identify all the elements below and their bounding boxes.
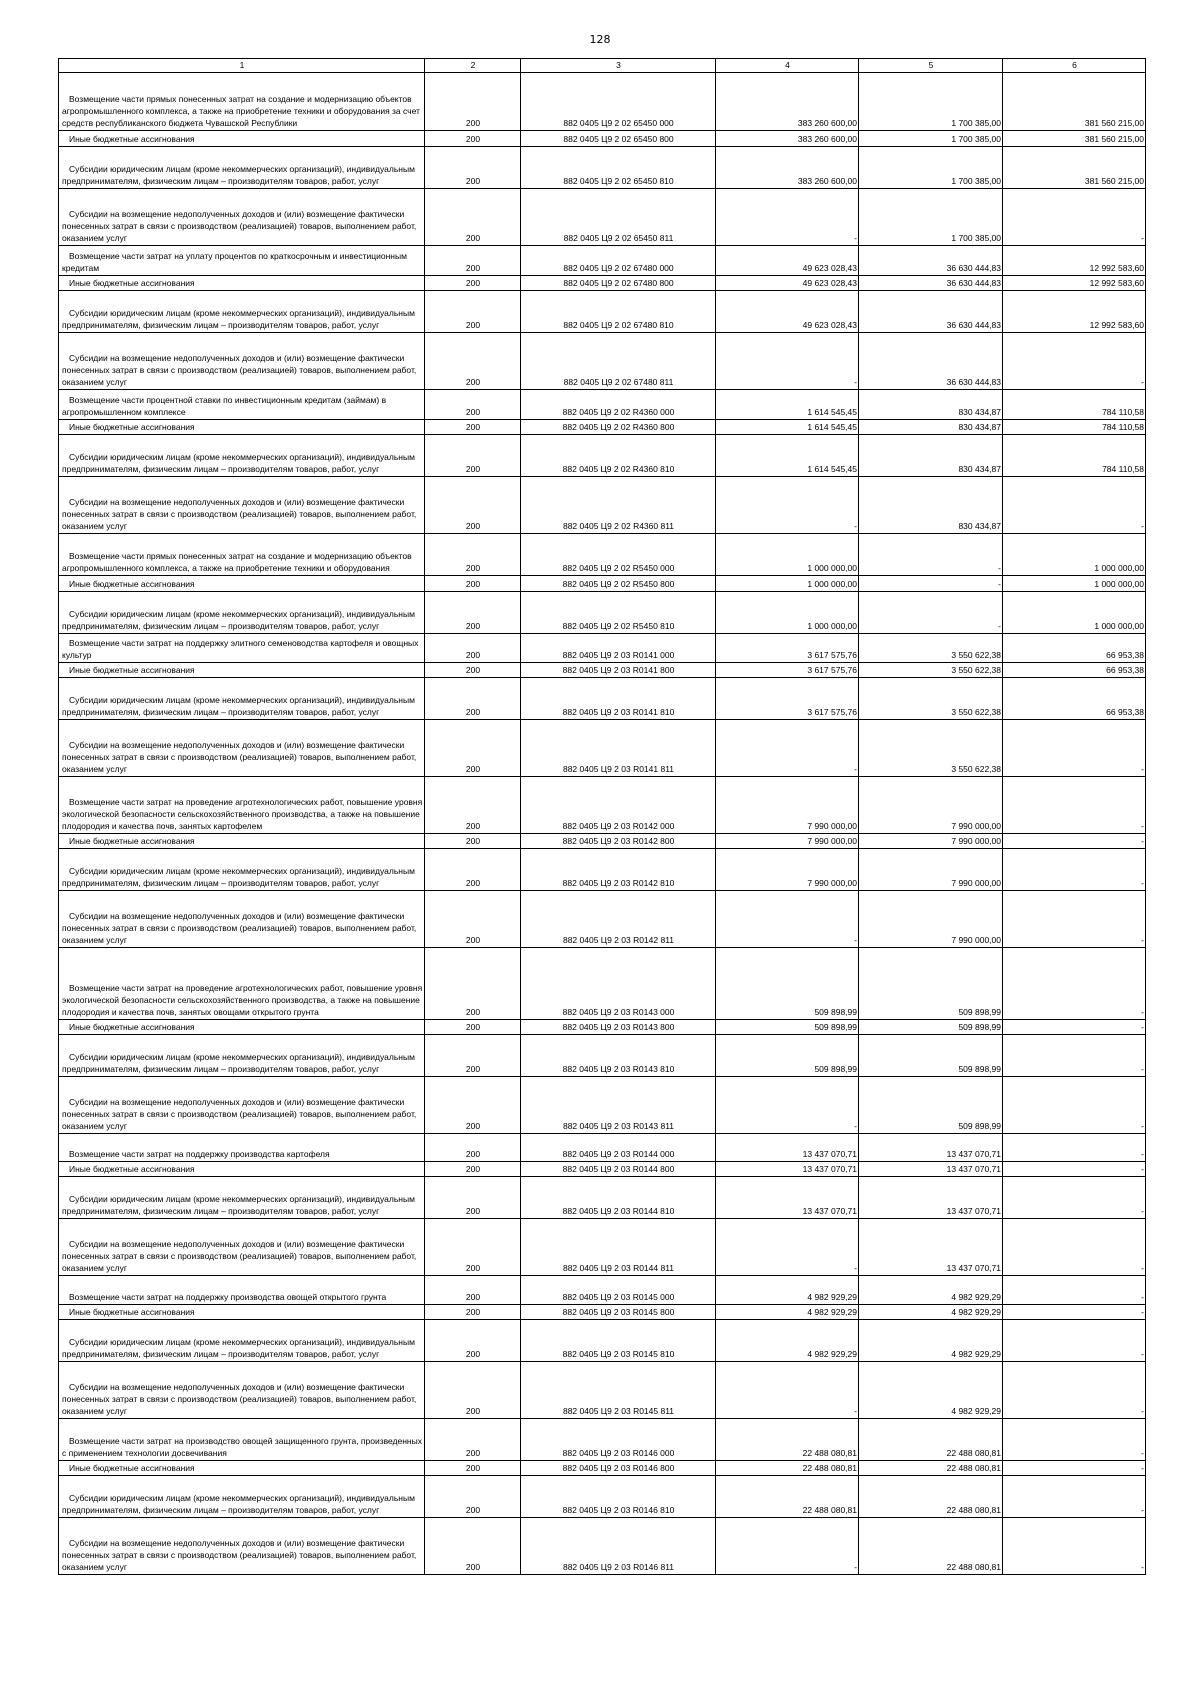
row-value-col4: 49 623 028,43 <box>716 291 859 333</box>
table-row <box>59 1077 1146 1134</box>
row-name-cell: Иные бюджетные ассигнования <box>59 663 425 678</box>
row-value-col5: 830 434,87 <box>859 435 1003 477</box>
row-value-col6: - <box>1003 1077 1146 1134</box>
row-value-col5: - <box>859 576 1003 592</box>
table-row <box>59 534 1146 576</box>
table-row <box>59 576 1146 592</box>
row-name-cell: Субсидии на возмещение недополученных доходов и (или) возмещение фактически понесенных затрат в связи с производством (реализацией) товаров, выполнением работ, оказанием услуг <box>59 891 425 948</box>
row-value-col6: 12 992 583,60 <box>1003 246 1146 276</box>
row-value-col6: - <box>1003 1518 1146 1575</box>
row-value-col6: 12 992 583,60 <box>1003 276 1146 291</box>
table-row <box>59 1162 1146 1177</box>
row-name-cell: Субсидии юридическим лицам (кроме некоммерческих организаций), индивидуальным предпринимателям, физическим лицам – производителям товаров, работ, услуг <box>59 147 425 189</box>
row-name-cell: Возмещение части затрат на поддержку производства картофеля <box>59 1134 425 1162</box>
row-code-cell: 200 <box>425 576 521 592</box>
table-row <box>59 435 1146 477</box>
table-row <box>59 634 1146 663</box>
row-csr-cell: 882 0405 Ц9 2 03 R0141 800 <box>521 663 716 678</box>
row-csr-cell: 882 0405 Ц9 2 02 67480 800 <box>521 276 716 291</box>
row-csr-cell: 882 0405 Ц9 2 02 R5450 800 <box>521 576 716 592</box>
row-csr-cell: 882 0405 Ц9 2 02 R4360 800 <box>521 420 716 435</box>
row-csr-cell: 882 0405 Ц9 2 03 R0145 810 <box>521 1320 716 1362</box>
row-value-col5: 830 434,87 <box>859 390 1003 420</box>
row-code-cell: 200 <box>425 948 521 1020</box>
table-row <box>59 291 1146 333</box>
table-body <box>59 73 1146 1575</box>
row-code-cell: 200 <box>425 592 521 634</box>
row-value-col4: 1 000 000,00 <box>716 534 859 576</box>
table-row <box>59 678 1146 720</box>
row-name-cell: Возмещение части затрат на проведение агротехнологических работ, повышение уровня экологической безопасности сельскохозяйственного производства, а также на повышение плодородия и качества почв, занятых картофелем <box>59 777 425 834</box>
row-value-col4: - <box>716 333 859 390</box>
row-value-col5: 509 898,99 <box>859 948 1003 1020</box>
row-name-cell: Иные бюджетные ассигнования <box>59 1162 425 1177</box>
row-code-cell: 200 <box>425 1162 521 1177</box>
row-csr-cell: 882 0405 Ц9 2 03 R0144 000 <box>521 1134 716 1162</box>
row-value-col6: - <box>1003 1177 1146 1219</box>
row-code-cell: 200 <box>425 678 521 720</box>
row-value-col6: 784 110,58 <box>1003 390 1146 420</box>
row-csr-cell: 882 0405 Ц9 2 03 R0142 000 <box>521 777 716 834</box>
row-code-cell: 200 <box>425 634 521 663</box>
row-value-col5: 509 898,99 <box>859 1077 1003 1134</box>
row-csr-cell: 882 0405 Ц9 2 03 R0145 800 <box>521 1305 716 1320</box>
column-number-row <box>59 59 1146 73</box>
row-value-col6: 66 953,38 <box>1003 634 1146 663</box>
table-row <box>59 1134 1146 1162</box>
row-value-col6: 66 953,38 <box>1003 678 1146 720</box>
row-name-cell: Возмещение части затрат на поддержку производства овощей открытого грунта <box>59 1276 425 1305</box>
table-row <box>59 1476 1146 1518</box>
row-code-cell: 200 <box>425 1134 521 1162</box>
row-value-col4: 13 437 070,71 <box>716 1134 859 1162</box>
row-value-col5: 4 982 929,29 <box>859 1362 1003 1419</box>
row-csr-cell: 882 0405 Ц9 2 03 R0141 000 <box>521 634 716 663</box>
row-name-cell: Иные бюджетные ассигнования <box>59 1461 425 1476</box>
row-value-col6: - <box>1003 834 1146 849</box>
row-value-col4: 49 623 028,43 <box>716 246 859 276</box>
row-value-col5: - <box>859 592 1003 634</box>
row-csr-cell: 882 0405 Ц9 2 03 R0146 811 <box>521 1518 716 1575</box>
row-value-col6: - <box>1003 1134 1146 1162</box>
row-value-col4: 4 982 929,29 <box>716 1305 859 1320</box>
row-code-cell: 200 <box>425 147 521 189</box>
row-value-col5: 7 990 000,00 <box>859 777 1003 834</box>
row-value-col6: - <box>1003 948 1146 1020</box>
row-value-col6: - <box>1003 1320 1146 1362</box>
table-row <box>59 663 1146 678</box>
row-value-col5: 1 700 385,00 <box>859 131 1003 147</box>
row-value-col6: 381 560 215,00 <box>1003 73 1146 131</box>
row-value-col5: 1 700 385,00 <box>859 147 1003 189</box>
row-code-cell: 200 <box>425 777 521 834</box>
row-name-cell: Иные бюджетные ассигнования <box>59 576 425 592</box>
row-name-cell: Субсидии на возмещение недополученных доходов и (или) возмещение фактически понесенных затрат в связи с производством (реализацией) товаров, выполнением работ, оказанием услуг <box>59 333 425 390</box>
row-value-col4: 4 982 929,29 <box>716 1276 859 1305</box>
row-code-cell: 200 <box>425 1320 521 1362</box>
row-value-col5: 3 550 622,38 <box>859 663 1003 678</box>
table-row <box>59 1219 1146 1276</box>
table-row <box>59 1035 1146 1077</box>
row-name-cell: Субсидии юридическим лицам (кроме некоммерческих организаций), индивидуальным предпринимателям, физическим лицам – производителям товаров, работ, услуг <box>59 1476 425 1518</box>
row-value-col4: 1 000 000,00 <box>716 592 859 634</box>
table-row <box>59 720 1146 777</box>
row-code-cell: 200 <box>425 390 521 420</box>
row-value-col5: 830 434,87 <box>859 420 1003 435</box>
row-code-cell: 200 <box>425 291 521 333</box>
row-value-col4: 22 488 080,81 <box>716 1461 859 1476</box>
row-value-col4: 1 614 545,45 <box>716 420 859 435</box>
row-value-col6: - <box>1003 1419 1146 1461</box>
row-value-col4: - <box>716 720 859 777</box>
row-value-col5: 22 488 080,81 <box>859 1461 1003 1476</box>
row-name-cell: Возмещение части затрат на проведение агротехнологических работ, повышение уровня экологической безопасности сельскохозяйственного производства, а также на повышение плодородия и качества почв, занятых овощами открытого грунта <box>59 948 425 1020</box>
row-code-cell: 200 <box>425 333 521 390</box>
row-csr-cell: 882 0405 Ц9 2 03 R0146 810 <box>521 1476 716 1518</box>
row-value-col6: - <box>1003 189 1146 246</box>
row-value-col4: 383 260 600,00 <box>716 147 859 189</box>
row-value-col5: - <box>859 534 1003 576</box>
row-value-col4: 7 990 000,00 <box>716 849 859 891</box>
row-value-col5: 22 488 080,81 <box>859 1518 1003 1575</box>
row-code-cell: 200 <box>425 131 521 147</box>
column-header: 5 <box>859 59 1003 73</box>
row-value-col5: 4 982 929,29 <box>859 1320 1003 1362</box>
row-value-col6: - <box>1003 1276 1146 1305</box>
table-row <box>59 1177 1146 1219</box>
row-code-cell: 200 <box>425 1035 521 1077</box>
row-code-cell: 200 <box>425 477 521 534</box>
row-value-col6: - <box>1003 891 1146 948</box>
row-value-col5: 13 437 070,71 <box>859 1219 1003 1276</box>
row-value-col5: 7 990 000,00 <box>859 834 1003 849</box>
row-csr-cell: 882 0405 Ц9 2 03 R0142 811 <box>521 891 716 948</box>
row-value-col4: 383 260 600,00 <box>716 131 859 147</box>
row-name-cell: Возмещение части затрат на производство овощей защищенного грунта, произведенных с применением технологии досвечивания <box>59 1419 425 1461</box>
column-header: 6 <box>1003 59 1146 73</box>
page-number: 128 <box>589 33 611 46</box>
row-code-cell: 200 <box>425 1305 521 1320</box>
row-code-cell: 200 <box>425 276 521 291</box>
row-csr-cell: 882 0405 Ц9 2 03 R0146 800 <box>521 1461 716 1476</box>
row-name-cell: Субсидии юридическим лицам (кроме некоммерческих организаций), индивидуальным предпринимателям, физическим лицам – производителям товаров, работ, услуг <box>59 849 425 891</box>
row-code-cell: 200 <box>425 420 521 435</box>
row-value-col5: 3 550 622,38 <box>859 720 1003 777</box>
table-row <box>59 1461 1146 1476</box>
row-csr-cell: 882 0405 Ц9 2 03 R0144 811 <box>521 1219 716 1276</box>
row-value-col5: 4 982 929,29 <box>859 1305 1003 1320</box>
row-value-col6: - <box>1003 1461 1146 1476</box>
row-code-cell: 200 <box>425 1077 521 1134</box>
row-name-cell: Иные бюджетные ассигнования <box>59 276 425 291</box>
column-header: 4 <box>716 59 859 73</box>
row-value-col6: - <box>1003 1305 1146 1320</box>
table-row <box>59 1419 1146 1461</box>
table-row <box>59 1518 1146 1575</box>
row-value-col6: - <box>1003 1219 1146 1276</box>
row-value-col6: - <box>1003 1162 1146 1177</box>
table-row <box>59 948 1146 1020</box>
row-csr-cell: 882 0405 Ц9 2 03 R0143 800 <box>521 1020 716 1035</box>
table-row <box>59 1305 1146 1320</box>
row-value-col4: 13 437 070,71 <box>716 1162 859 1177</box>
row-code-cell: 200 <box>425 1177 521 1219</box>
row-name-cell: Возмещение части прямых понесенных затрат на создание и модернизацию объектов агропромышленного комплекса, а также на приобретение техники и оборудования <box>59 534 425 576</box>
row-value-col4: 7 990 000,00 <box>716 834 859 849</box>
row-value-col6: - <box>1003 477 1146 534</box>
table-row <box>59 891 1146 948</box>
row-value-col6: 784 110,58 <box>1003 420 1146 435</box>
row-csr-cell: 882 0405 Ц9 2 03 R0143 810 <box>521 1035 716 1077</box>
table-row <box>59 131 1146 147</box>
row-name-cell: Субсидии на возмещение недополученных доходов и (или) возмещение фактически понесенных затрат в связи с производством (реализацией) товаров, выполнением работ, оказанием услуг <box>59 1219 425 1276</box>
row-value-col4: 3 617 575,76 <box>716 678 859 720</box>
table-row <box>59 1362 1146 1419</box>
row-code-cell: 200 <box>425 189 521 246</box>
row-csr-cell: 882 0405 Ц9 2 02 R4360 810 <box>521 435 716 477</box>
table-row <box>59 777 1146 834</box>
row-code-cell: 200 <box>425 435 521 477</box>
row-name-cell: Возмещение части затрат на поддержку элитного семеноводства картофеля и овощных культур <box>59 634 425 663</box>
row-value-col4: 22 488 080,81 <box>716 1419 859 1461</box>
row-code-cell: 200 <box>425 849 521 891</box>
row-code-cell: 200 <box>425 534 521 576</box>
row-csr-cell: 882 0405 Ц9 2 03 R0144 810 <box>521 1177 716 1219</box>
row-csr-cell: 882 0405 Ц9 2 02 67480 811 <box>521 333 716 390</box>
row-name-cell: Иные бюджетные ассигнования <box>59 834 425 849</box>
table-row <box>59 1320 1146 1362</box>
row-code-cell: 200 <box>425 720 521 777</box>
table-row <box>59 1020 1146 1035</box>
row-name-cell: Субсидии юридическим лицам (кроме некоммерческих организаций), индивидуальным предпринимателям, физическим лицам – производителям товаров, работ, услуг <box>59 592 425 634</box>
row-value-col4: - <box>716 1219 859 1276</box>
row-code-cell: 200 <box>425 891 521 948</box>
row-code-cell: 200 <box>425 1518 521 1575</box>
row-value-col4: - <box>716 1362 859 1419</box>
row-code-cell: 200 <box>425 1419 521 1461</box>
row-value-col5: 36 630 444,83 <box>859 333 1003 390</box>
row-value-col4: 3 617 575,76 <box>716 663 859 678</box>
row-value-col4: - <box>716 1518 859 1575</box>
row-value-col6: 381 560 215,00 <box>1003 131 1146 147</box>
row-code-cell: 200 <box>425 1362 521 1419</box>
row-value-col6: - <box>1003 333 1146 390</box>
table-row <box>59 333 1146 390</box>
row-csr-cell: 882 0405 Ц9 2 02 65450 800 <box>521 131 716 147</box>
table-row <box>59 73 1146 131</box>
row-value-col4: 1 000 000,00 <box>716 576 859 592</box>
row-name-cell: Субсидии юридическим лицам (кроме некоммерческих организаций), индивидуальным предпринимателям, физическим лицам – производителям товаров, работ, услуг <box>59 1035 425 1077</box>
row-value-col6: - <box>1003 1476 1146 1518</box>
table-row <box>59 390 1146 420</box>
row-csr-cell: 882 0405 Ц9 2 03 R0143 811 <box>521 1077 716 1134</box>
row-name-cell: Субсидии на возмещение недополученных доходов и (или) возмещение фактически понесенных затрат в связи с производством (реализацией) товаров, выполнением работ, оказанием услуг <box>59 1518 425 1575</box>
row-name-cell: Субсидии на возмещение недополученных доходов и (или) возмещение фактически понесенных затрат в связи с производством (реализацией) товаров, выполнением работ, оказанием услуг <box>59 1362 425 1419</box>
row-value-col5: 7 990 000,00 <box>859 849 1003 891</box>
row-value-col5: 22 488 080,81 <box>859 1419 1003 1461</box>
table-row <box>59 246 1146 276</box>
column-header: 1 <box>59 59 425 73</box>
row-code-cell: 200 <box>425 1476 521 1518</box>
row-name-cell: Субсидии юридическим лицам (кроме некоммерческих организаций), индивидуальным предпринимателям, физическим лицам – производителям товаров, работ, услуг <box>59 435 425 477</box>
row-name-cell: Субсидии юридическим лицам (кроме некоммерческих организаций), индивидуальным предпринимателям, физическим лицам – производителям товаров, работ, услуг <box>59 1177 425 1219</box>
row-csr-cell: 882 0405 Ц9 2 02 67480 810 <box>521 291 716 333</box>
row-csr-cell: 882 0405 Ц9 2 02 65450 811 <box>521 189 716 246</box>
row-name-cell: Субсидии на возмещение недополученных доходов и (или) возмещение фактически понесенных затрат в связи с производством (реализацией) товаров, выполнением работ, оказанием услуг <box>59 189 425 246</box>
row-name-cell: Иные бюджетные ассигнования <box>59 420 425 435</box>
row-value-col5: 509 898,99 <box>859 1020 1003 1035</box>
row-value-col6: - <box>1003 1035 1146 1077</box>
row-code-cell: 200 <box>425 1219 521 1276</box>
row-value-col4: - <box>716 189 859 246</box>
row-value-col4: - <box>716 891 859 948</box>
row-name-cell: Субсидии на возмещение недополученных доходов и (или) возмещение фактически понесенных затрат в связи с производством (реализацией) товаров, выполнением работ, оказанием услуг <box>59 720 425 777</box>
row-name-cell: Субсидии юридическим лицам (кроме некоммерческих организаций), индивидуальным предпринимателям, физическим лицам – производителям товаров, работ, услуг <box>59 291 425 333</box>
row-value-col4: 49 623 028,43 <box>716 276 859 291</box>
row-code-cell: 200 <box>425 1276 521 1305</box>
row-name-cell: Иные бюджетные ассигнования <box>59 1020 425 1035</box>
row-value-col6: - <box>1003 777 1146 834</box>
row-value-col5: 36 630 444,83 <box>859 246 1003 276</box>
row-csr-cell: 882 0405 Ц9 2 03 R0141 811 <box>521 720 716 777</box>
table-row <box>59 1276 1146 1305</box>
row-value-col4: 1 614 545,45 <box>716 390 859 420</box>
row-csr-cell: 882 0405 Ц9 2 03 R0143 000 <box>521 948 716 1020</box>
row-csr-cell: 882 0405 Ц9 2 02 R5450 000 <box>521 534 716 576</box>
row-name-cell: Иные бюджетные ассигнования <box>59 131 425 147</box>
row-code-cell: 200 <box>425 1020 521 1035</box>
row-value-col4: 13 437 070,71 <box>716 1177 859 1219</box>
column-header: 3 <box>521 59 716 73</box>
table-row <box>59 477 1146 534</box>
row-value-col5: 13 437 070,71 <box>859 1162 1003 1177</box>
row-csr-cell: 882 0405 Ц9 2 03 R0144 800 <box>521 1162 716 1177</box>
row-name-cell: Возмещение части затрат на уплату процентов по краткосрочным и инвестиционным кредитам <box>59 246 425 276</box>
column-header: 2 <box>425 59 521 73</box>
row-code-cell: 200 <box>425 663 521 678</box>
row-name-cell: Субсидии юридическим лицам (кроме некоммерческих организаций), индивидуальным предпринимателям, физическим лицам – производителям товаров, работ, услуг <box>59 1320 425 1362</box>
row-name-cell: Субсидии на возмещение недополученных доходов и (или) возмещение фактически понесенных затрат в связи с производством (реализацией) товаров, выполнением работ, оказанием услуг <box>59 477 425 534</box>
row-value-col5: 4 982 929,29 <box>859 1276 1003 1305</box>
row-code-cell: 200 <box>425 834 521 849</box>
row-csr-cell: 882 0405 Ц9 2 03 R0145 000 <box>521 1276 716 1305</box>
row-csr-cell: 882 0405 Ц9 2 02 65450 810 <box>521 147 716 189</box>
row-csr-cell: 882 0405 Ц9 2 02 65450 000 <box>521 73 716 131</box>
row-value-col5: 13 437 070,71 <box>859 1177 1003 1219</box>
row-value-col4: 4 982 929,29 <box>716 1320 859 1362</box>
table-row <box>59 420 1146 435</box>
table-row <box>59 276 1146 291</box>
row-csr-cell: 882 0405 Ц9 2 02 R4360 811 <box>521 477 716 534</box>
row-name-cell: Субсидии юридическим лицам (кроме некоммерческих организаций), индивидуальным предпринимателям, физическим лицам – производителям товаров, работ, услуг <box>59 678 425 720</box>
row-name-cell: Иные бюджетные ассигнования <box>59 1305 425 1320</box>
row-name-cell: Возмещение части прямых понесенных затрат на создание и модернизацию объектов агропромышленного комплекса, а также на приобретение техники и оборудования за счет средств республиканского бюджета Чувашской Республики <box>59 73 425 131</box>
row-value-col4: 509 898,99 <box>716 948 859 1020</box>
row-value-col5: 36 630 444,83 <box>859 291 1003 333</box>
row-value-col4: 509 898,99 <box>716 1020 859 1035</box>
row-value-col6: 66 953,38 <box>1003 663 1146 678</box>
row-value-col5: 1 700 385,00 <box>859 189 1003 246</box>
table-row <box>59 592 1146 634</box>
row-value-col4: - <box>716 477 859 534</box>
row-csr-cell: 882 0405 Ц9 2 03 R0146 000 <box>521 1419 716 1461</box>
row-value-col6: 381 560 215,00 <box>1003 147 1146 189</box>
row-value-col4: 22 488 080,81 <box>716 1476 859 1518</box>
row-name-cell: Возмещение части процентной ставки по инвестиционным кредитам (займам) в агропромышленном комплексе <box>59 390 425 420</box>
row-value-col6: 1 000 000,00 <box>1003 534 1146 576</box>
row-value-col6: - <box>1003 1362 1146 1419</box>
row-value-col5: 7 990 000,00 <box>859 891 1003 948</box>
row-value-col6: - <box>1003 720 1146 777</box>
row-value-col5: 509 898,99 <box>859 1035 1003 1077</box>
row-value-col4: 1 614 545,45 <box>716 435 859 477</box>
row-csr-cell: 882 0405 Ц9 2 03 R0145 811 <box>521 1362 716 1419</box>
row-value-col6: 784 110,58 <box>1003 435 1146 477</box>
row-value-col5: 1 700 385,00 <box>859 73 1003 131</box>
row-name-cell: Субсидии на возмещение недополученных доходов и (или) возмещение фактически понесенных затрат в связи с производством (реализацией) товаров, выполнением работ, оказанием услуг <box>59 1077 425 1134</box>
row-value-col5: 13 437 070,71 <box>859 1134 1003 1162</box>
row-csr-cell: 882 0405 Ц9 2 02 R4360 000 <box>521 390 716 420</box>
table-row <box>59 849 1146 891</box>
row-csr-cell: 882 0405 Ц9 2 03 R0141 810 <box>521 678 716 720</box>
row-value-col6: 1 000 000,00 <box>1003 592 1146 634</box>
row-csr-cell: 882 0405 Ц9 2 03 R0142 800 <box>521 834 716 849</box>
row-csr-cell: 882 0405 Ц9 2 02 R5450 810 <box>521 592 716 634</box>
row-value-col5: 22 488 080,81 <box>859 1476 1003 1518</box>
row-value-col5: 36 630 444,83 <box>859 276 1003 291</box>
row-code-cell: 200 <box>425 73 521 131</box>
row-value-col6: - <box>1003 849 1146 891</box>
table-row <box>59 147 1146 189</box>
row-value-col4: 3 617 575,76 <box>716 634 859 663</box>
row-value-col4: 383 260 600,00 <box>716 73 859 131</box>
row-value-col5: 3 550 622,38 <box>859 634 1003 663</box>
row-value-col6: 12 992 583,60 <box>1003 291 1146 333</box>
row-value-col4: 7 990 000,00 <box>716 777 859 834</box>
table-row <box>59 834 1146 849</box>
row-value-col4: 509 898,99 <box>716 1035 859 1077</box>
row-value-col6: - <box>1003 1020 1146 1035</box>
row-csr-cell: 882 0405 Ц9 2 02 67480 000 <box>521 246 716 276</box>
row-code-cell: 200 <box>425 246 521 276</box>
table-row <box>59 189 1146 246</box>
row-value-col6: 1 000 000,00 <box>1003 576 1146 592</box>
row-value-col5: 3 550 622,38 <box>859 678 1003 720</box>
row-code-cell: 200 <box>425 1461 521 1476</box>
budget-table <box>58 58 1146 1575</box>
row-csr-cell: 882 0405 Ц9 2 03 R0142 810 <box>521 849 716 891</box>
row-value-col4: - <box>716 1077 859 1134</box>
row-value-col5: 830 434,87 <box>859 477 1003 534</box>
